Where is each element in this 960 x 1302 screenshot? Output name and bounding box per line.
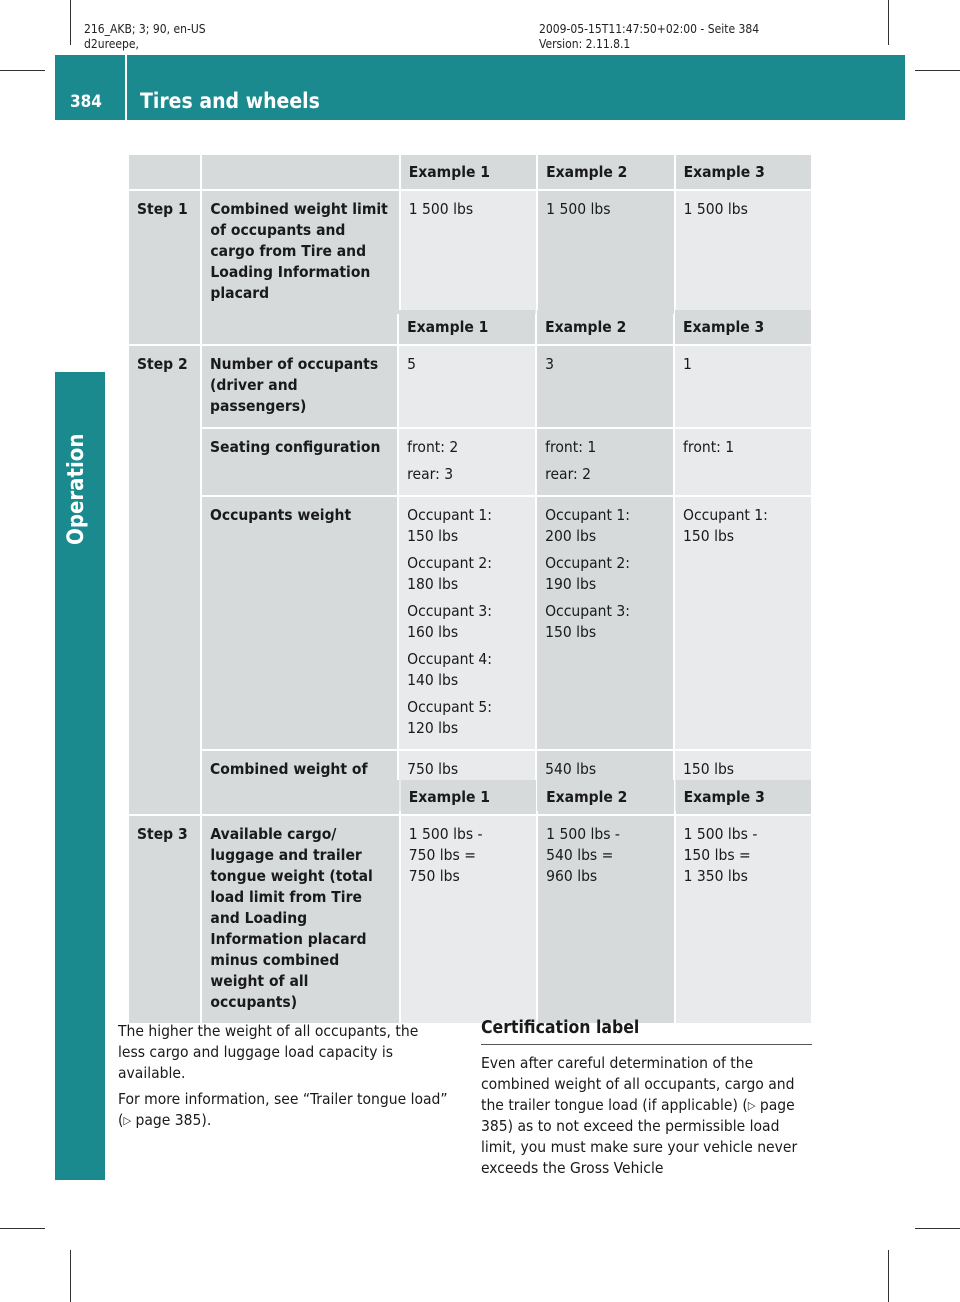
crop-mark — [0, 70, 45, 71]
table-cell: 750 lbs — [399, 751, 535, 811]
header-cell: Example 3 — [675, 310, 811, 344]
step-label: Step 1 — [129, 191, 200, 314]
table-cell: front: 1 rear: 2 — [537, 429, 673, 495]
crop-mark — [915, 70, 960, 71]
header-cell — [129, 780, 200, 814]
table-header-row — [129, 155, 811, 189]
header-cell — [202, 155, 398, 189]
table-cell: Occupant 1: 150 lbs Occupant 2: 180 lbs Occupant 3: 160 lbs Occupant 4: 140 lbs Occupant 5: 120 lbs — [399, 497, 535, 749]
header-divider — [125, 55, 127, 120]
row-label: Available cargo/ luggage and trailer tongue weight (total load limit from Tire and Loading Information placard minus combined weight of all occupants) — [202, 816, 398, 1023]
table-cell: 3 — [537, 346, 673, 427]
page-reference-arrow-icon: ▷ — [747, 1099, 756, 1112]
table-cell: 540 lbs — [537, 751, 673, 811]
header-cell — [202, 310, 397, 344]
step-label: Step 2 — [129, 346, 200, 811]
header-cell — [202, 780, 398, 814]
table-row — [129, 816, 811, 1023]
table-row — [129, 497, 811, 749]
crop-mark — [888, 1250, 889, 1302]
table-cell: 1 500 lbs - 150 lbs = 1 350 lbs — [676, 816, 811, 1023]
row-label: Combined weight of — [202, 751, 397, 811]
step-label: Step 3 — [129, 816, 200, 1023]
table-header-row — [129, 780, 811, 814]
header-cell: Example 2 — [538, 780, 673, 814]
header-cell: Example 2 — [537, 310, 673, 344]
table-cell: 150 lbs — [675, 751, 811, 811]
table-row — [129, 429, 811, 495]
header-cell: Example 3 — [676, 780, 811, 814]
page-number: 384 — [70, 92, 102, 112]
crop-mark — [915, 1228, 960, 1229]
table-step-1 — [127, 153, 813, 316]
section-divider — [481, 1044, 812, 1045]
table-cell: 1 — [675, 346, 811, 427]
paragraph-more-info: For more information, see “Trailer tongue load” (▷ page 385). — [118, 1090, 448, 1129]
table-step-3 — [127, 778, 813, 1025]
header-cell: Example 1 — [401, 155, 536, 189]
side-tab-label: Operation — [64, 433, 89, 545]
table-cell: 1 500 lbs — [401, 191, 536, 314]
print-meta-right-2: Version: 2.11.8.1 — [539, 37, 631, 51]
page-title: Tires and wheels — [140, 89, 320, 113]
table-step-2 — [127, 308, 813, 813]
header-cell: Example 1 — [401, 780, 536, 814]
crop-mark — [70, 0, 71, 45]
section-title: Certification label — [481, 1018, 640, 1038]
row-label: Combined weight limit of occupants and cargo from Tire and Loading Information placard — [202, 191, 398, 314]
table-cell: 1 500 lbs — [538, 191, 673, 314]
table-cell: 1 500 lbs — [676, 191, 811, 314]
header-cell — [129, 155, 200, 189]
crop-mark — [0, 1228, 45, 1229]
table-cell: Occupant 1: 150 lbs — [675, 497, 811, 749]
table-row — [129, 346, 811, 427]
header-cell — [129, 310, 200, 344]
row-label: Occupants weight — [202, 497, 397, 749]
table-cell: Occupant 1: 200 lbs Occupant 2: 190 lbs Occupant 3: 150 lbs — [537, 497, 673, 749]
crop-mark — [888, 0, 889, 45]
header-cell: Example 3 — [676, 155, 811, 189]
table-cell: 1 500 lbs - 750 lbs = 750 lbs — [401, 816, 536, 1023]
print-meta-left-2: d2ureepe, — [84, 37, 139, 51]
paragraph-occupant-weight: The higher the weight of all occupants, the less cargo and luggage load capacity is available. — [118, 1022, 419, 1082]
header-cell: Example 1 — [399, 310, 535, 344]
crop-mark — [70, 1250, 71, 1302]
page-reference-arrow-icon: ▷ — [123, 1114, 132, 1127]
print-meta-left-1: 216_AKB; 3; 90, en-US — [84, 22, 206, 36]
header-cell: Example 2 — [538, 155, 673, 189]
table-cell: front: 1 — [675, 429, 811, 495]
table-cell: 1 500 lbs - 540 lbs = 960 lbs — [538, 816, 673, 1023]
paragraph-certification: Even after careful determination of the combined weight of all occupants, cargo and the trailer tongue load (if applicable) (▷ page 385) as to not exceed the permissible load limit, you must make sure your vehicle never exceeds the Gross Vehicle — [481, 1054, 798, 1177]
table-cell: front: 2 rear: 3 — [399, 429, 535, 495]
table-row — [129, 191, 811, 314]
row-label: Number of occupants (driver and passengers) — [202, 346, 397, 427]
table-cell: 5 — [399, 346, 535, 427]
row-label: Seating configuration — [202, 429, 397, 495]
print-meta-right-1: 2009-05-15T11:47:50+02:00 - Seite 384 — [539, 22, 760, 36]
table-header-row — [129, 310, 811, 344]
